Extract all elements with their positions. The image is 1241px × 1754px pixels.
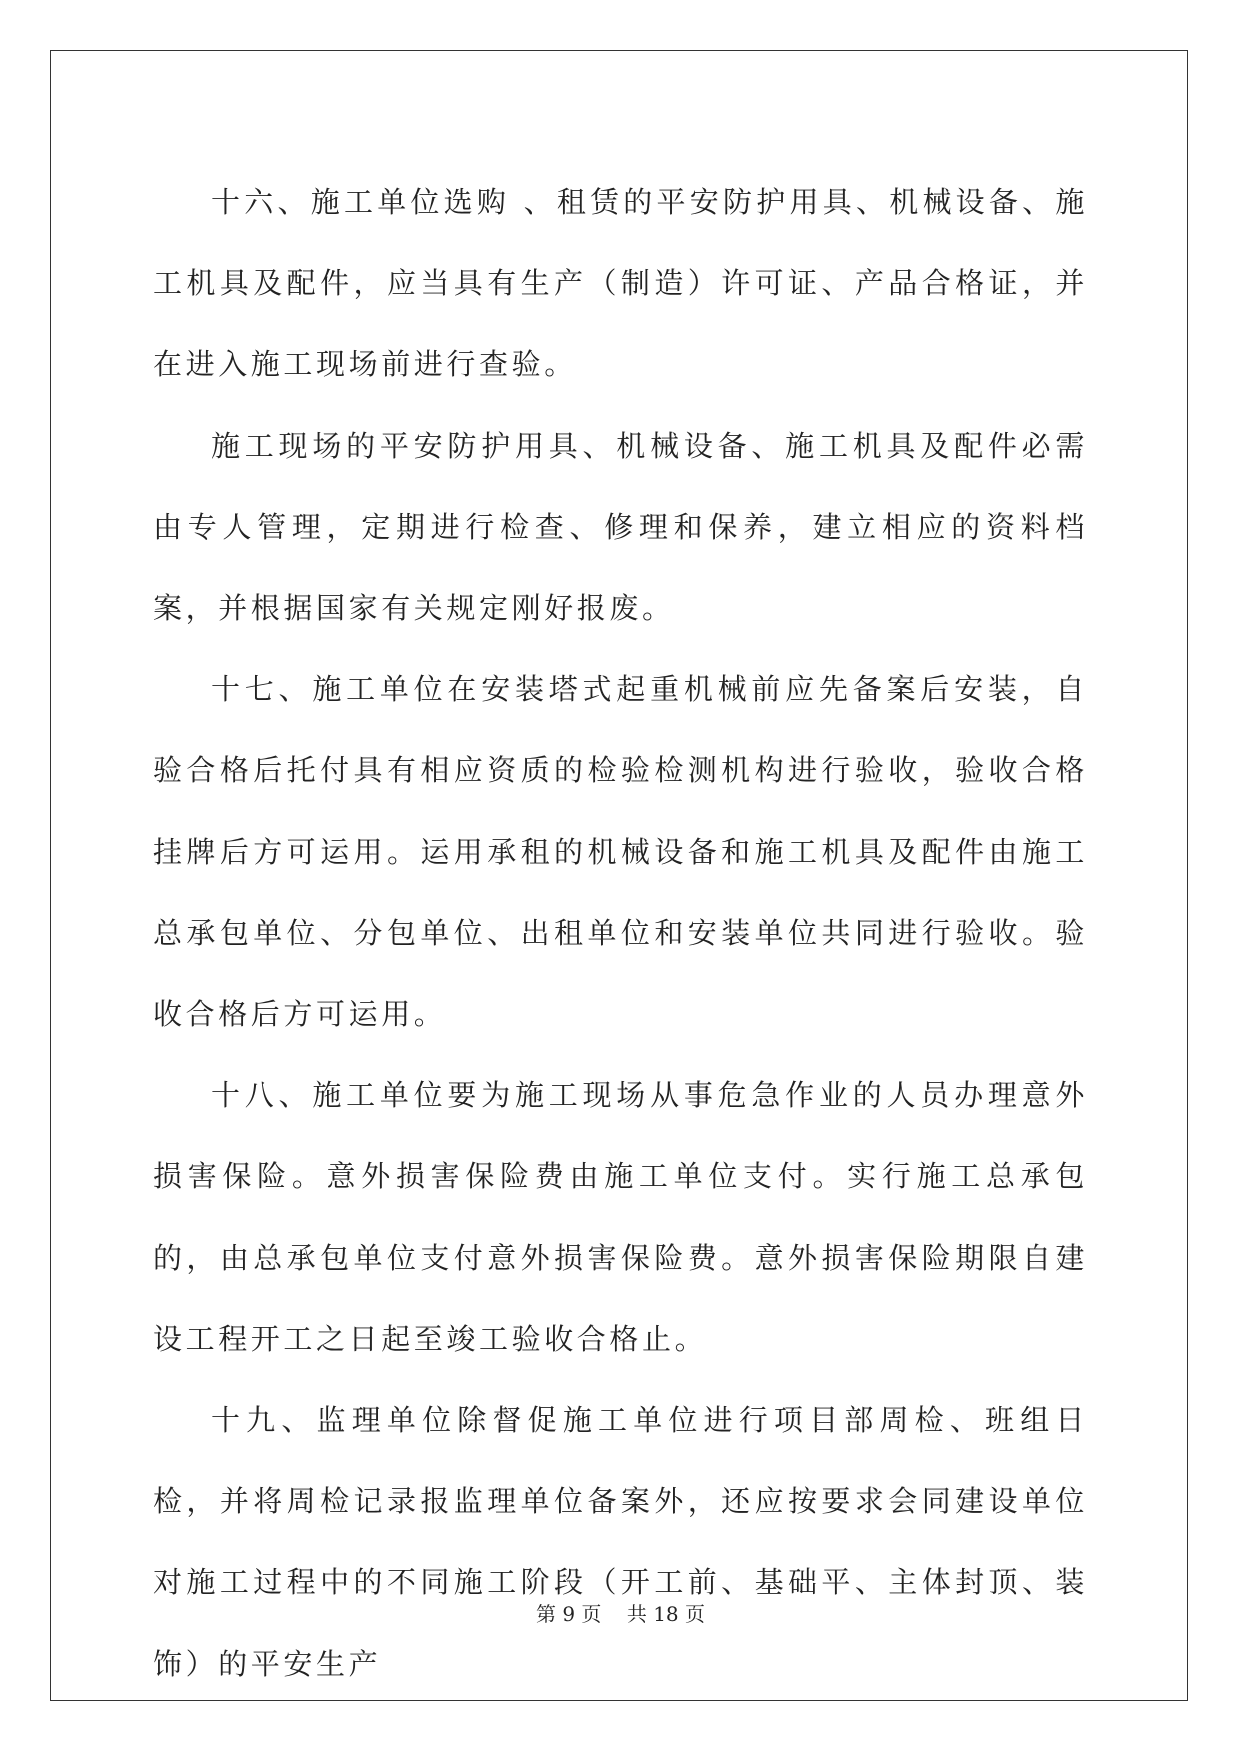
paragraph-16: 十六、施工单位选购 、租赁的平安防护用具、机械设备、施工机具及配件，应当具有生产（制造）许可证、产品合格证，并在进入施工现场前进行查验。	[153, 185, 1088, 382]
page-footer	[0, 1598, 1241, 1627]
paragraph-19: 十九、监理单位除督促施工单位进行项目部周检、班组日检，并将周检记录报监理单位备案外，还应按要求会同建设单位对施工过程中的不同施工阶段（开工前、基础平、主体封顶、装饰）的平安生产	[153, 1403, 1088, 1681]
paragraph-18: 十八、施工单位要为施工现场从事危急作业的人员办理意外损害保险。意外损害保险费由施工单位支付。实行施工总承包的，由总承包单位支付意外损害保险费。意外损害保险期限自建设工程开工之日起至竣工验收合格止。	[153, 1078, 1088, 1356]
paragraph-16-continued: 施工现场的平安防护用具、机械设备、施工机具及配件必需由专人管理，定期进行检查、修理和保养，建立相应的资料档案，并根据国家有关规定刚好报废。	[153, 428, 1088, 626]
paragraph-17: 十七、施工单位在安装塔式起重机械前应先备案后安装，自验合格后托付具有相应资质的检验检测机构进行验收，验收合格挂牌后方可运用。运用承租的机械设备和施工机具及配件由施工总承包单位、分包单位、出租单位和安装单位共同进行验收。验收合格后方可运用。	[153, 672, 1088, 1032]
page-number-label: 第 9 页 共 18 页	[535, 1602, 706, 1626]
document-body	[153, 162, 1088, 1705]
